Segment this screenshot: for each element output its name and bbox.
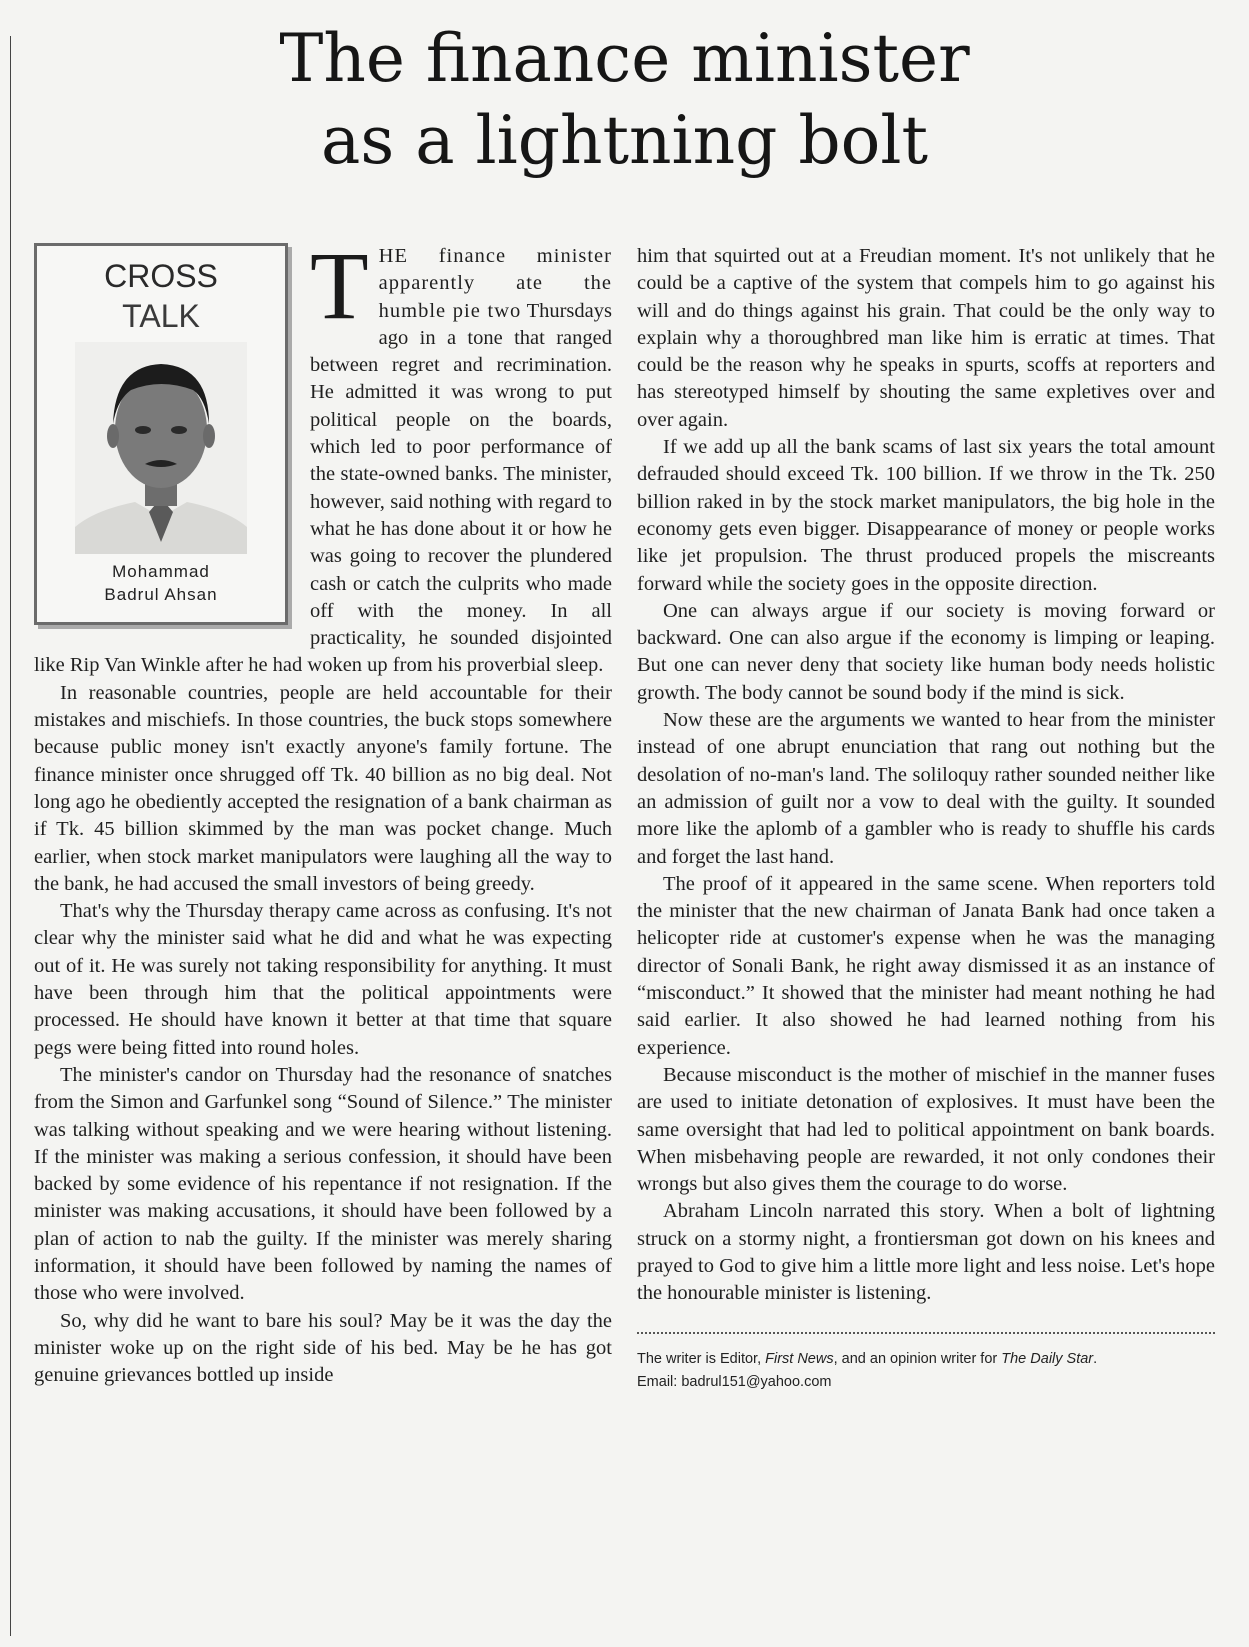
paragraph-5-continued: him that squirted out at a Freudian moment. It's not unlikely that he could be a captive of the system that compels him to go against his will and do things against his grain. That could be the only way to explain why a thoroughbred man like him is erratic at times. That could be the reason why he speaks in spurts, scoffs at reporters and has stereotyped himself by shouting the same expletives over and over again. [637,245,1215,431]
article-column-left [34,232,612,1389]
paragraph-5: So, why did he want to bare his soul? May be it was the day the minister woke up on the right side of his bed. May be he has got genuine grievances bottled up inside [34,1309,612,1387]
footer-suffix: . [1093,1350,1098,1367]
author-footer-note [637,1348,1215,1394]
paragraph-8: Now these are the arguments we wanted to hear from the minister instead of one abrupt enunciation that rang out nothing but the desolation of no-man's land. The soliloquy rather sounded neither like an admission of guilt nor a vow to deal with the guilty. It sounded more like the aplomb of a gambler who is ready to shuffle his cards and forget the last hand. [637,709,1215,868]
author-name-line-1: Mohammad [112,562,210,581]
headline-line-2: as a lightning bolt [321,102,928,179]
headline [0,18,1249,182]
email-address: badrul151@yahoo.com [681,1373,832,1390]
drop-cap: T [310,232,369,339]
headline-line-1: The finance minister [279,20,970,97]
paragraph-4: The minister's candor on Thursday had the resonance of snatches from the Simon and Garfunkel song “Sound of Silence.” The minister was talking without speaking and we were hearing without listening. If the minister was making a serious confession, it should have been backed by some evidence of his repentance if not resignation. If the minister was making accusations, it should have been followed by a plan of action to nab the guilty. If the minister was merely sharing information, it should have been followed by naming the names of those who were involved. [34,1063,612,1305]
footer-middle: , and an opinion writer for [833,1350,1002,1367]
author-photo [75,342,247,554]
paragraph-7: One can always argue if our society is moving forward or backward. One can also argue if the economy is limping or leaping. But one can never deny that society like human body needs holistic growth. The body cannot be sound body if the mind is sick. [637,599,1215,704]
paragraph-3: That's why the Thursday therapy came across as confusing. It's not clear why the minister said what he did and what he was expecting out of it. He was surely not taking responsibility for anything. It must have been through him that the political appointments were processed. He should have known it better at that time that square pegs were being fitted into round holes. [34,900,612,1059]
footer-divider [637,1332,1215,1334]
paragraph-6: If we add up all the bank scams of last six years the total amount defrauded should exceed Tk. 100 billion. If we throw in the Tk. 250 billion raked in by the stock market manipulators, the big hole in the economy gets even bigger. Disappearance of money or people works like jet propulsion. The thrust produced propels the miscreants forward while the society goes in the opposite direction. [637,436,1215,595]
footer-publication-2: The Daily Star [1001,1350,1094,1367]
article-column-right [637,243,1215,1394]
page-left-rule [10,36,11,1636]
paragraph-11: Abraham Lincoln narrated this story. When a bolt of lightning struck on a stormy night, a frontiersman got down on his knees and prayed to God to give him a little more light and less noise. Let's hope the honourable minister is listening. [637,1200,1215,1305]
paragraph-10: Because misconduct is the mother of mischief in the manner fuses are used to initiate detonation of explosives. It must have been the same oversight that had led to political appointment on bank boards. When misbehaving people are rewarded, it not only condones their wrongs but also gives them the courage to do worse. [637,1063,1215,1196]
paragraph-2: In reasonable countries, people are held accountable for their mistakes and mischiefs. In those countries, the buck stops somewhere because public money isn't exactly anyone's family fortune. The finance minister once shrugged off Tk. 40 billion as no big deal. Not long ago he obediently accepted the resignation of a bank chairman as if Tk. 45 billion skimmed by the man was pocket change. Much earlier, when stock market manipulators were laughing all the way to the bank, he had accused the small investors of being greedy. [34,681,612,895]
column-title-line-2: TALK [122,298,200,334]
author-name-line-2: Badrul Ahsan [104,585,218,604]
paragraph-1-lead: HE finance minister apparently ate the humble pie two [378,245,612,322]
email-label: Email: [637,1373,682,1390]
author-portrait-icon [75,342,247,554]
footer-prefix: The writer is Editor, [637,1350,766,1367]
footer-publication-1: First News [765,1350,834,1367]
column-box [34,243,288,625]
column-title-line-1: CROSS [104,258,218,294]
paragraph-1-text: Thursdays ago in a tone that ranged between regret and recrimination. He admitted it was wrong to put political people on the boards, which led to poor performance of the state-owned banks. The minister, however, said nothing with regard to what he has done about it or how he was going to recover the plundered cash or catch the culprits who made off with the money. In all practicality, he sounded disjointed like Rip Van Winkle after he had woken up from his proverbial sleep. [34,299,612,677]
author-name [37,560,285,606]
paragraph-9: The proof of it appeared in the same scene. When reporters told the minister that the new chairman of Janata Bank had once taken a helicopter ride at customer's expense when he was the managing director of Sonali Bank, he right away dismissed it as an instance of “misconduct.” It showed that the minister had meant nothing he had said earlier. It also showed he had learned nothing from his experience. [637,872,1215,1059]
